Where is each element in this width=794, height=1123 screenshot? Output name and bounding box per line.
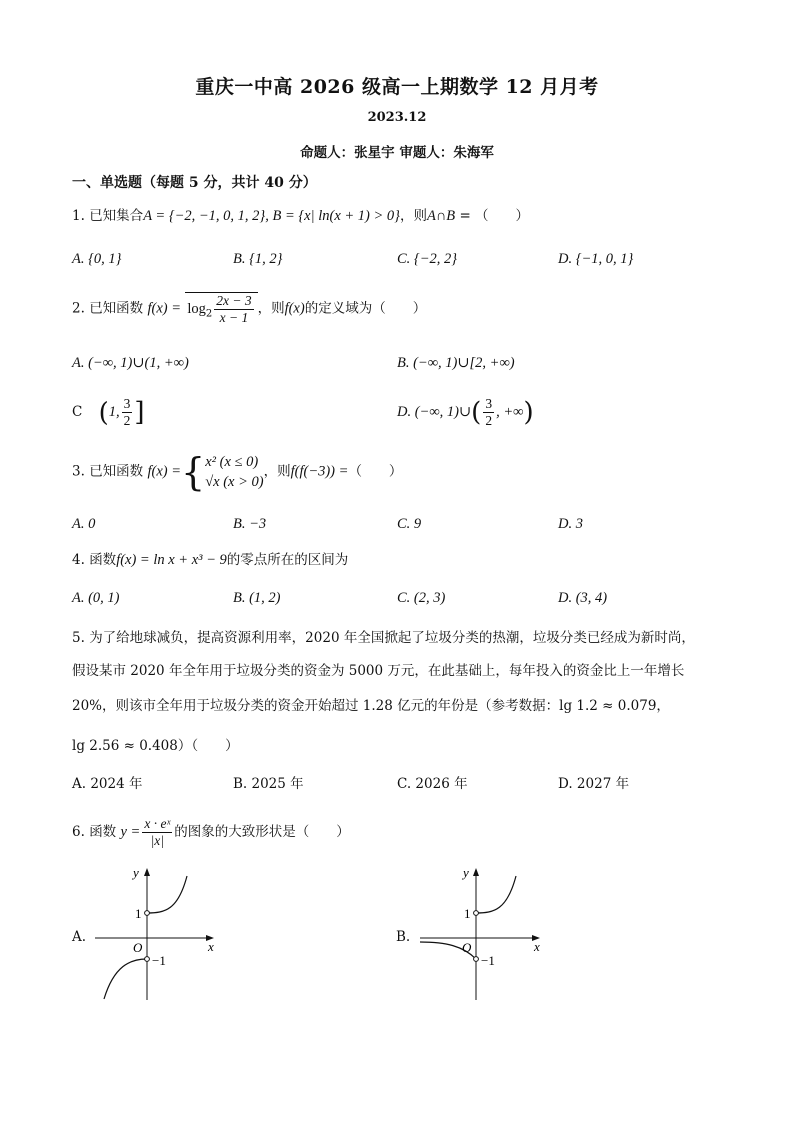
origin-label: O [462, 940, 472, 955]
math-expression: f(x) = ln x + x³ − 9 [116, 552, 227, 568]
option-a: A. [72, 929, 87, 945]
math-expression: D. (−∞, 1)∪ [397, 404, 472, 420]
question-text: 已知函数 [89, 463, 144, 480]
piecewise-cases [205, 452, 263, 492]
question-number: 4. [72, 552, 85, 568]
x-label: x [208, 939, 214, 954]
math-expression: f(x) = [147, 300, 182, 317]
brace: { [181, 450, 206, 494]
sqrt-expression [185, 292, 257, 326]
math-expression: f(f(−3)) = [290, 463, 349, 480]
log-symbol: log [187, 301, 206, 317]
fraction-denominator: 2 [485, 413, 493, 428]
curve-right [476, 876, 516, 913]
page-title: 重庆一中高 2026 级高一上期数学 12 月月考 [195, 76, 599, 98]
case-line: √x (x > 0) [205, 474, 264, 490]
log-base: 2 [205, 308, 213, 320]
fraction-numerator: 3 [123, 396, 131, 411]
case-line: x² (x ≤ 0) [205, 454, 259, 470]
question-1 [72, 207, 529, 225]
bracket: ) [523, 397, 534, 428]
section-heading: 一、单选题（每题 5 分，共计 40 分） [72, 175, 317, 191]
tick-label: −1 [481, 953, 495, 968]
option-a: A. (−∞, 1)∪(1, +∞) [72, 355, 189, 371]
option-c: C. {−2, 2} [397, 251, 458, 267]
question-text: ，则 [263, 463, 291, 480]
tick-label: 1 [464, 906, 471, 921]
fraction [122, 396, 133, 429]
question-number: 5. [72, 630, 85, 646]
option-a: A. 0 [72, 516, 96, 532]
question-text: 为了给地球减负，提高资源利用率，2020 年全国掀起了垃圾分类的热潮，垃圾分类已经成为新时尚， [89, 630, 695, 646]
fraction-denominator: |x| [150, 833, 165, 848]
question-text: 的定义域为（ ） [304, 300, 427, 317]
option-d: D. 3 [558, 516, 583, 532]
y-label: y [133, 865, 139, 880]
question-text: 函数 [89, 552, 117, 568]
math-expression: A∩B [426, 208, 456, 224]
math-expression: , B = {x| ln(x + 1) > 0} [265, 208, 400, 224]
origin-label: O [133, 940, 143, 955]
question-text: 的图象的大致形状是（ ） [174, 824, 350, 840]
option-a: A. (0, 1) [72, 590, 120, 606]
option-b: B. (−∞, 1)∪[2, +∞) [397, 355, 515, 371]
fraction [483, 396, 494, 429]
option-c: C. 2026 年 [397, 776, 468, 792]
graph-option-a [90, 862, 230, 1002]
question-text: 函数 [89, 824, 117, 840]
question-text: 已知集合 [89, 208, 144, 224]
question-text: ，则 [399, 208, 427, 224]
question-2 [72, 292, 426, 326]
question-number: 6. [72, 824, 85, 840]
option-a: A. {0, 1} [72, 251, 122, 267]
bracket: ( [471, 397, 482, 428]
question-text: ，则 [257, 300, 285, 317]
y-axis-arrow [144, 868, 150, 876]
option-b: B. 2025 年 [233, 776, 304, 792]
math-expression: , +∞ [496, 404, 524, 420]
question-4 [72, 551, 348, 569]
math-expression: f(x) = [147, 463, 182, 480]
fraction [142, 816, 172, 849]
question-5-line-4: lg 2.56 ≈ 0.408）（ ） [72, 738, 239, 754]
question-5-line-2: 假设某市 2020 年全年用于垃圾分类的资金为 5000 万元，在此基础上，每年投入的资金比上一年增长 [72, 663, 685, 679]
option-b: B. [396, 929, 411, 945]
question-6 [72, 816, 350, 849]
open-point [145, 911, 150, 916]
fraction [214, 293, 253, 326]
tick-label: −1 [152, 953, 166, 968]
math-expression: 1, [108, 404, 120, 420]
question-text: （ ） [348, 463, 403, 480]
fraction-numerator: 2x − 3 [216, 293, 252, 308]
open-point [145, 957, 150, 962]
option-c: C. (2, 3) [397, 590, 446, 606]
option-c [72, 396, 145, 429]
tick-label: 1 [135, 906, 142, 921]
math-expression: y = [120, 824, 141, 840]
question-5 [72, 629, 695, 647]
option-a: A. 2024 年 [72, 776, 143, 792]
question-text: = （ ） [455, 208, 530, 224]
question-5-line-3: 20%，则该市全年用于垃圾分类的资金开始超过 1.28 亿元的年份是（参考数据：lg 1.2 ≈ 0.079， [72, 698, 670, 714]
question-text: 的零点所在的区间为 [226, 552, 349, 568]
bracket: ] [134, 397, 145, 428]
fraction-numerator: x · eˣ [144, 816, 171, 831]
option-d: D. {−1, 0, 1} [558, 251, 634, 267]
option-d: D. 2027 年 [558, 776, 630, 792]
exam-date: 2023.12 [367, 110, 427, 125]
option-label: C [72, 404, 83, 420]
y-label: y [463, 865, 469, 880]
option-b: B. (1, 2) [233, 590, 281, 606]
graph-option-b [418, 862, 558, 1002]
math-expression: f(x) [284, 300, 305, 317]
curve-right [147, 876, 187, 913]
x-label: x [534, 939, 540, 954]
option-c: C. 9 [397, 516, 422, 532]
math-expression: A = {−2, −1, 0, 1, 2} [143, 208, 266, 224]
question-number: 1. [72, 208, 85, 224]
option-d [397, 396, 534, 429]
y-axis-arrow [473, 868, 479, 876]
question-text: 已知函数 [89, 300, 144, 317]
question-number: 2. [72, 300, 85, 317]
open-point [474, 911, 479, 916]
fraction-denominator: x − 1 [219, 310, 249, 325]
open-point [474, 957, 479, 962]
option-d: D. (3, 4) [558, 590, 608, 606]
fraction-denominator: 2 [123, 413, 131, 428]
question-3 [72, 452, 402, 492]
exam-authors: 命题人：张星宇 审题人：朱海军 [300, 145, 494, 161]
option-b: B. {1, 2} [233, 251, 283, 267]
curve-left [104, 959, 147, 999]
bracket: ( [98, 397, 109, 428]
option-b: B. −3 [233, 516, 267, 532]
question-number: 3. [72, 463, 85, 480]
fraction-numerator: 3 [485, 396, 493, 411]
